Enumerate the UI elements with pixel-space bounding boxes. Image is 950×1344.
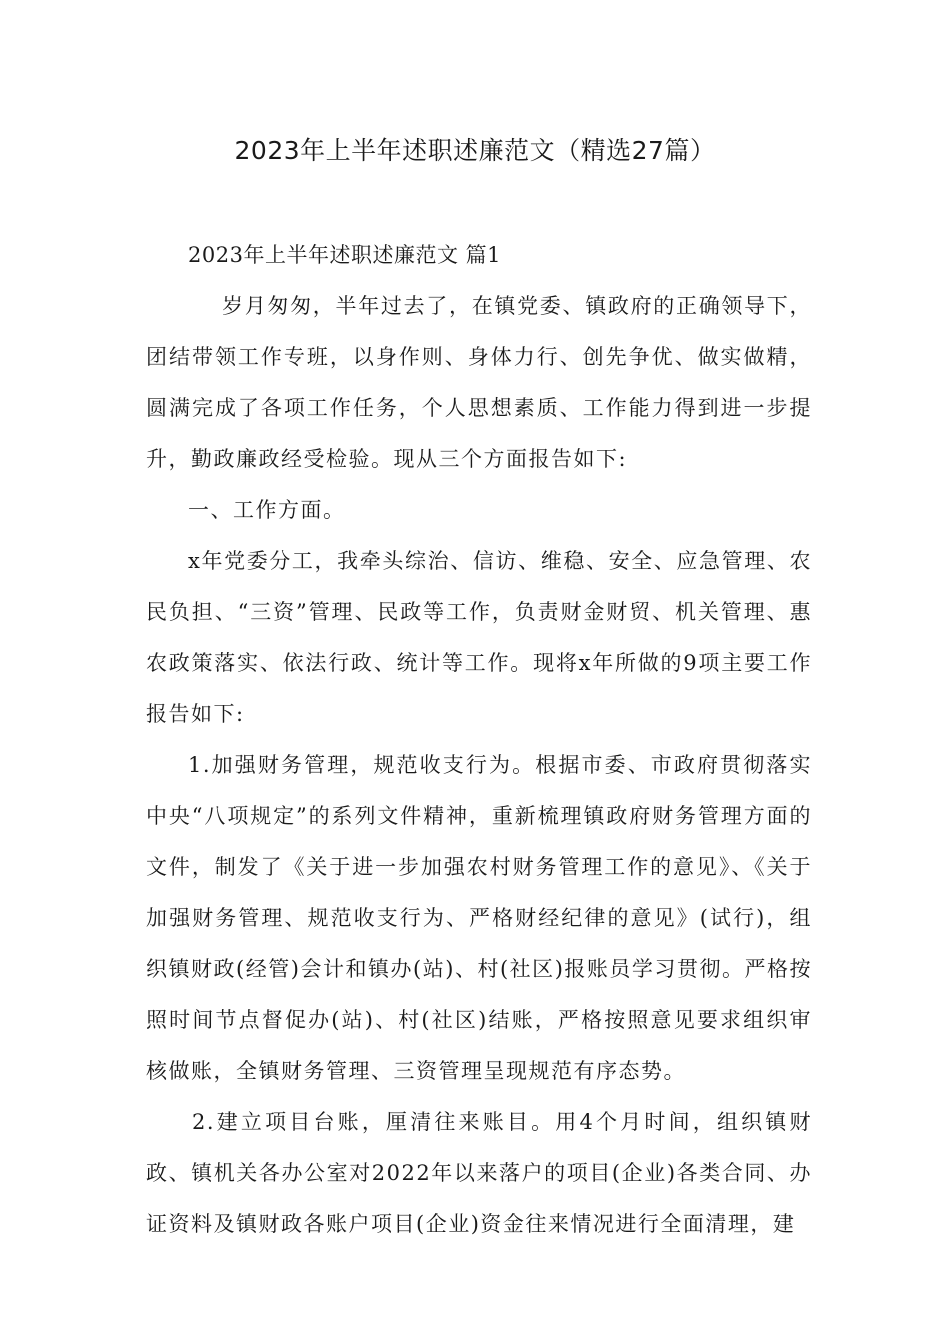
document-title: 2023年上半年述职述廉范文（精选27篇） bbox=[234, 136, 716, 165]
paragraph-item-1: 1.加强财务管理，规范收支行为。根据市委、市政府贯彻落实中央“八项规定”的系列文件精神，重新梳理镇政府财务管理方面的文件，制发了《关于进一步加强农村财务管理工作的意见》、《关于加强财务管理、规范收支行为、严格财经纪律的意见》(试行)，组织镇财政(经管)会计和镇办(站)、村(社区)报账员学习贯彻。严格按照时间节点督促办(站)、村(社区)结账，严格按照意见要求组织审核做账，全镇财务管理、三资管理呈现规范有序态势。 bbox=[146, 753, 812, 1083]
document-body bbox=[146, 230, 812, 1250]
paragraph-division: x年党委分工，我牵头综治、信访、维稳、安全、应急管理、农民负担、“三资”管理、民政等工作，负责财金财贸、机关管理、惠农政策落实、依法行政、统计等工作。现将x年所做的9项主要工作报告如下: bbox=[146, 549, 812, 726]
paragraph-work-heading: 一、工作方面。 bbox=[188, 498, 346, 522]
paragraph-item-2: 2.建立项目台账，厘清往来账目。用4个月时间，组织镇财政、镇机关各办公室对2022年以来落户的项目(企业)各类合同、办证资料及镇财政各账户项目(企业)资金往来情况进行全面清理，建 bbox=[146, 1110, 812, 1236]
paragraph-intro: 岁月匆匆，半年过去了，在镇党委、镇政府的正确领导下，团结带领工作专班，以身作则、身体力行、创先争优、做实做精，圆满完成了各项工作任务，个人思想素质、工作能力得到进一步提升，勤政廉政经受检验。现从三个方面报告如下: bbox=[146, 294, 812, 471]
section-heading: 2023年上半年述职述廉范文 篇1 bbox=[188, 243, 501, 267]
